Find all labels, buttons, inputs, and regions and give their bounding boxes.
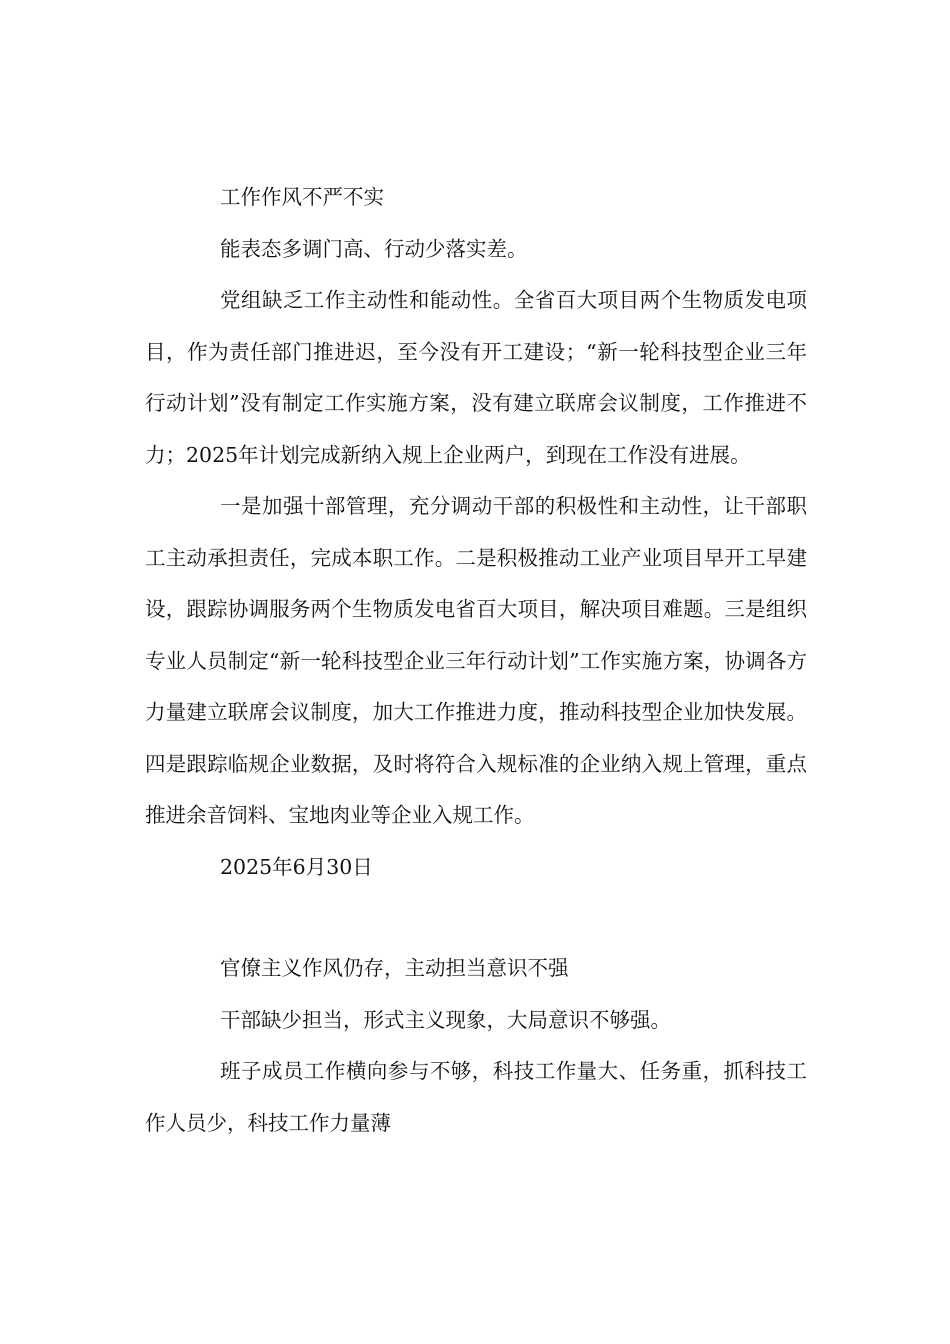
section1-measures-paragraph: 一是加强十部管理，充分调动干部的积极性和主动性，让干部职工主动承担责任，完成本职工作。二是积极推动工业产业项目早开工早建设，跟踪协调服务两个生物质发电省百大项目，解决项目难题。三是组织专业人员制定“新一轮科技型企业三年行动计划”工作实施方案，协调各方力量建立联席会议制度，加大工作推进力度，推动科技型企业加快发展。四是跟踪临规企业数据，及时将符合入规标准的企业纳入规上管理，重点推进余音饲料、宝地肉业等企业入规工作。 [145, 494, 807, 827]
section-spacer [145, 893, 807, 943]
section1-date: 2025年6月30日 [220, 854, 373, 879]
section1-problem-paragraph: 党组缺乏工作主动性和能动性。全省百大项目两个生物质发电项目，作为责任部门推进迟，至今没有开工建设；“新一轮科技型企业三年行动计划”没有制定工作实施方案，没有建立联席会议制度，工作推进不力；2025年计划完成新纳入规上企业两户，到现在工作没有进展。 [145, 288, 807, 467]
section2-heading: 官僚主义作风仍存，主动担当意识不强 [220, 956, 569, 980]
section2-problem-paragraph: 班子成员工作横向参与不够，科技工作量大、任务重，抓科技工作人员少，科技工作力量薄 [145, 1059, 807, 1135]
document-body [145, 172, 807, 1149]
section1-summary: 能表态多调门高、行动少落实差。 [220, 236, 528, 261]
section2-summary: 干部缺少担当，形式主义现象，大局意识不够强。 [220, 1007, 671, 1032]
section1-heading: 工作作风不严不实 [220, 185, 384, 209]
